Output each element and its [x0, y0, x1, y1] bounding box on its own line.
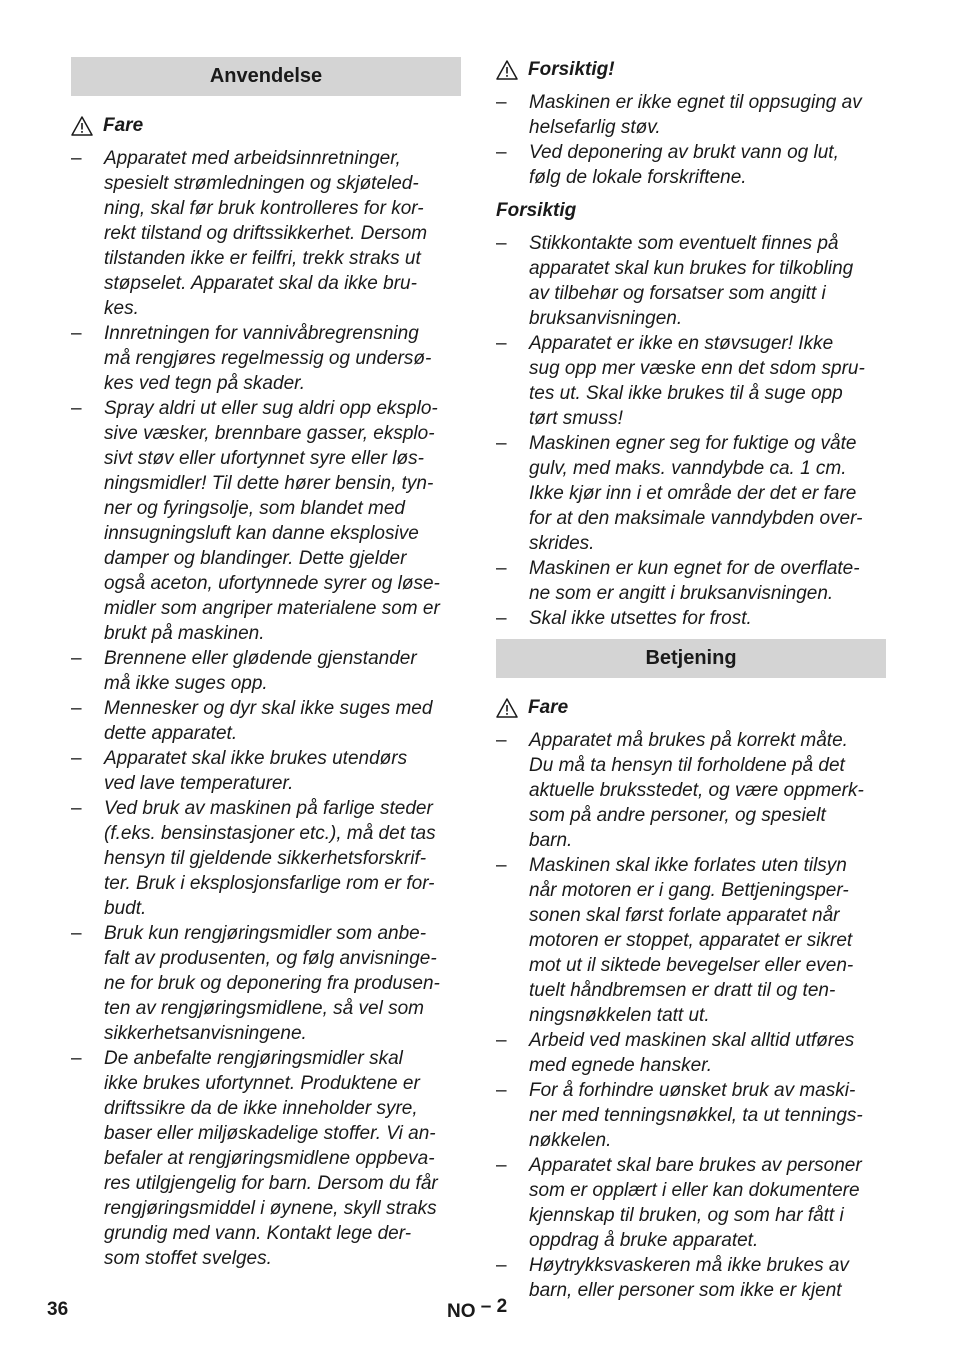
bullet-dash: – [496, 1155, 507, 1176]
warning-label: Fare [103, 115, 144, 136]
list-item-line: skrides. [529, 533, 595, 554]
list-item [71, 396, 461, 646]
list-item-line: følg de lokale forskriftene. [529, 167, 747, 188]
list-item-line: Ikke kjør inn i et område der det er fare [529, 483, 857, 504]
list-item-line: når motoren er i gang. Bettjeningsper- [529, 880, 849, 901]
list-item-line: For å forhindre uønsket bruk av maski- [529, 1080, 856, 1101]
list-item-line: rekt tilstand og driftssikkerhet. Dersom [104, 223, 428, 244]
list-item-line: midler som angriper materialene som er [104, 598, 440, 619]
list-item-line: brukt på maskinen. [104, 623, 265, 644]
warning-triangle-icon [71, 116, 93, 136]
list-item [496, 728, 886, 853]
list-item [496, 1153, 886, 1253]
bullet-dash: – [496, 333, 507, 354]
list-item-line: res utilgjengelig for barn. Dersom du får [104, 1173, 438, 1194]
list-item [71, 696, 461, 746]
bullet-dash: – [496, 1030, 507, 1051]
footer-lang-label [447, 1296, 508, 1322]
list-item-line: må ikke suges opp. [104, 673, 268, 694]
bullet-dash: – [496, 855, 507, 876]
bullet-dash: – [71, 1048, 82, 1069]
list-item [71, 321, 461, 396]
list-item-line: ter. Bruk i eksplosjonsfarlige rom er for- [104, 873, 435, 894]
list-item-line: ten av rengjøringsmidlene, så vel som [104, 998, 424, 1019]
list-item [71, 646, 461, 696]
warning-heading-fare [71, 113, 461, 138]
bullet-list [496, 231, 886, 631]
list-item [496, 431, 886, 556]
list-item-line: sonen skal først forlate apparatet når [529, 905, 840, 926]
list-item-line: De anbefalte rengjøringsmidler skal [104, 1048, 403, 1069]
list-item-line: sivt støv eller ufortynnet syre eller løs- [104, 448, 424, 469]
page-number: 36 [47, 1299, 69, 1320]
list-item-line: Apparatet er ikke en støvsuger! Ikke [529, 333, 834, 354]
list-item-line: ved lave temperaturer. [104, 773, 294, 794]
list-item-line: hensyn til gjeldende sikkerhetsforskrif- [104, 848, 427, 869]
list-item-line: ne som er angitt i bruksanvisningen. [529, 583, 834, 604]
list-item-line: Spray aldri ut eller sug aldri opp eksplo- [104, 398, 438, 419]
bullet-dash: – [496, 558, 507, 579]
bullet-dash: – [496, 608, 507, 629]
caution-label: Forsiktig! [528, 59, 615, 80]
list-item-line: som er opplært i eller kan dokumentere [529, 1180, 860, 1201]
list-item-line: ningsmidler! Til dette hører bensin, tyn- [104, 473, 434, 494]
list-item [496, 90, 886, 140]
list-item-line: falt av produsenten, og følg anvisninge- [104, 948, 437, 969]
list-item-line: Maskinen egner seg for fuktige og våte [529, 433, 857, 454]
section-header-betjening: Betjening [496, 639, 886, 678]
list-item-line: grundig med vann. Kontakt lege der- [104, 1223, 412, 1244]
list-item-line: sive væsker, brennbare gasser, eksplo- [104, 423, 435, 444]
list-item-line: kjennskap til bruken, og som har fått i [529, 1205, 844, 1226]
list-item-line: Stikkontakte som eventuelt finnes på [529, 233, 839, 254]
list-item-line: Skal ikke utsettes for frost. [529, 608, 752, 629]
list-item-line: dette apparatet. [104, 723, 238, 744]
footer-lang-page: – 2 [480, 1296, 508, 1317]
list-item-line: tilstanden ikke er feilfri, trekk straks ut [104, 248, 421, 269]
caution-heading-forsiktig [496, 57, 886, 82]
caution-heading-plain: Forsiktig [496, 200, 577, 221]
bullet-dash: – [496, 142, 507, 163]
list-item-line: Innretningen for vannivåbregrensning [104, 323, 419, 344]
list-item-line: tes ut. Skal ikke brukes til å suge opp [529, 383, 843, 404]
warning-triangle-icon [496, 698, 518, 718]
list-item-line: sikkerhetsanvisningene. [104, 1023, 307, 1044]
list-item-line: barn. [529, 830, 573, 851]
list-item [496, 853, 886, 1028]
list-item-line: tuelt håndbremsen er dratt til og ten- [529, 980, 836, 1001]
list-item [71, 146, 461, 321]
list-item-line: med egnede hansker. [529, 1055, 713, 1076]
bullet-dash: – [496, 433, 507, 454]
list-item-line: spesielt strømledningen og skjøteled- [104, 173, 419, 194]
list-item [71, 796, 461, 921]
bullet-dash: – [496, 730, 507, 751]
list-item-line: tørt smuss! [529, 408, 623, 429]
list-item-line: gulv, med maks. vanndybde ca. 1 cm. [529, 458, 847, 479]
bullet-dash: – [71, 648, 82, 669]
list-item [496, 606, 886, 631]
list-item [71, 921, 461, 1046]
bullet-dash: – [496, 1080, 507, 1101]
bullet-dash: – [71, 923, 82, 944]
list-item-line: som på andre personer, og spesielt [529, 805, 826, 826]
list-item-line: Bruk kun rengjøringsmidler som anbe- [104, 923, 427, 944]
list-item [496, 556, 886, 606]
bullet-dash: – [71, 148, 82, 169]
list-item-line: innsugningsluft kan danne eksplosive [104, 523, 419, 544]
list-item-line: helsefarlig støv. [529, 117, 661, 138]
footer-lang-code: NO [447, 1301, 476, 1322]
list-item-line: kes. [104, 298, 139, 319]
bullet-dash: – [71, 323, 82, 344]
list-item-line: rengjøringsmiddel i øynene, skyll straks [104, 1198, 437, 1219]
bullet-list [71, 146, 461, 1271]
list-item [496, 1028, 886, 1078]
list-item [496, 1253, 886, 1303]
list-item-line: ningsnøkkelen tatt ut. [529, 1005, 710, 1026]
list-item-line: Maskinen skal ikke forlates uten tilsyn [529, 855, 847, 876]
right-column [496, 57, 886, 1303]
bullet-dash: – [496, 92, 507, 113]
bullet-dash: – [71, 798, 82, 819]
list-item-line: (f.eks. bensinstasjoner etc.), må det tas [104, 823, 436, 844]
list-item-line: baser eller miljøskadelige stoffer. Vi an- [104, 1123, 436, 1144]
list-item-line: Apparatet med arbeidsinnretninger, [104, 148, 401, 169]
list-item-line: må rengjøres regelmessig og undersø- [104, 348, 432, 369]
list-item-line: for at den maksimale vanndybden over- [529, 508, 863, 529]
list-item [496, 231, 886, 331]
list-item-line: Apparatet skal ikke brukes utendørs [104, 748, 408, 769]
warning-label: Fare [528, 697, 569, 718]
bullet-dash: – [71, 698, 82, 719]
list-item-line: Maskinen er ikke egnet til oppsuging av [529, 92, 862, 113]
list-item-line: Arbeid ved maskinen skal alltid utføres [529, 1030, 855, 1051]
list-item-line: kes ved tegn på skader. [104, 373, 306, 394]
list-item-line: motoren er stoppet, apparatet er sikret [529, 930, 853, 951]
list-item-line: ikke brukes ufortynnet. Produktene er [104, 1073, 420, 1094]
bullet-list [496, 90, 886, 190]
list-item-line: ner med tenningsnøkkel, ta ut tennings- [529, 1105, 863, 1126]
list-item-line: Du må ta hensyn til forholdene på det [529, 755, 845, 776]
list-item-line: befaler at rengjøringsmidlene oppbeva- [104, 1148, 435, 1169]
bullet-dash: – [496, 233, 507, 254]
list-item-line: Maskinen er kun egnet for de overflate- [529, 558, 860, 579]
list-item-line: driftssikre da de ikke inneholder syre, [104, 1098, 418, 1119]
list-item-line: som stoffet svelges. [104, 1248, 272, 1269]
warning-triangle-icon [496, 60, 518, 80]
list-item-line: Mennesker og dyr skal ikke suges med [104, 698, 433, 719]
list-item [496, 1078, 886, 1153]
list-item-line: ning, skal før bruk kontrolleres for kor- [104, 198, 424, 219]
list-item-line: ne for bruk og deponering fra produsen- [104, 973, 440, 994]
list-item-line: damper og blandinger. Dette gjelder [104, 548, 407, 569]
list-item-line: barn, eller personer som ikke er kjent [529, 1280, 842, 1301]
list-item-line: Høytrykksvaskeren må ikke brukes av [529, 1255, 849, 1276]
list-item-line: aktuelle bruksstedet, og være oppmerk- [529, 780, 864, 801]
list-item-line: også aceton, ufortynnede syrer og løse- [104, 573, 440, 594]
section-header-anvendelse: Anvendelse [71, 57, 461, 96]
list-item-line: budt. [104, 898, 147, 919]
list-item-line: støpselet. Apparatet skal da ikke bru- [104, 273, 417, 294]
list-item-line: Brennene eller glødende gjenstander [104, 648, 417, 669]
list-item-line: sug opp mer væske enn det sdom spru- [529, 358, 865, 379]
list-item-line: av tilbehør og forsatser som angitt i [529, 283, 826, 304]
bullet-list [496, 728, 886, 1303]
list-item-line: apparatet skal kun brukes for tilkobling [529, 258, 854, 279]
list-item-line: mot ut il siktede bevegelser eller even- [529, 955, 854, 976]
list-item [71, 1046, 461, 1271]
list-item-line: Apparatet skal bare brukes av personer [529, 1155, 862, 1176]
list-item-line: oppdrag å bruke apparatet. [529, 1230, 759, 1251]
warning-heading-fare [496, 695, 886, 720]
left-column [71, 57, 461, 1271]
list-item-line: bruksanvisningen. [529, 308, 683, 329]
list-item-line: Ved bruk av maskinen på farlige steder [104, 798, 433, 819]
list-item-line: nøkkelen. [529, 1130, 612, 1151]
list-item [496, 140, 886, 190]
list-item [496, 331, 886, 431]
bullet-dash: – [71, 398, 82, 419]
list-item [71, 746, 461, 796]
list-item-line: ner og fyringsolje, som blandet med [104, 498, 405, 519]
list-item-line: Ved deponering av brukt vann og lut, [529, 142, 839, 163]
bullet-dash: – [71, 748, 82, 769]
bullet-dash: – [496, 1255, 507, 1276]
list-item-line: Apparatet må brukes på korrekt måte. [529, 730, 848, 751]
